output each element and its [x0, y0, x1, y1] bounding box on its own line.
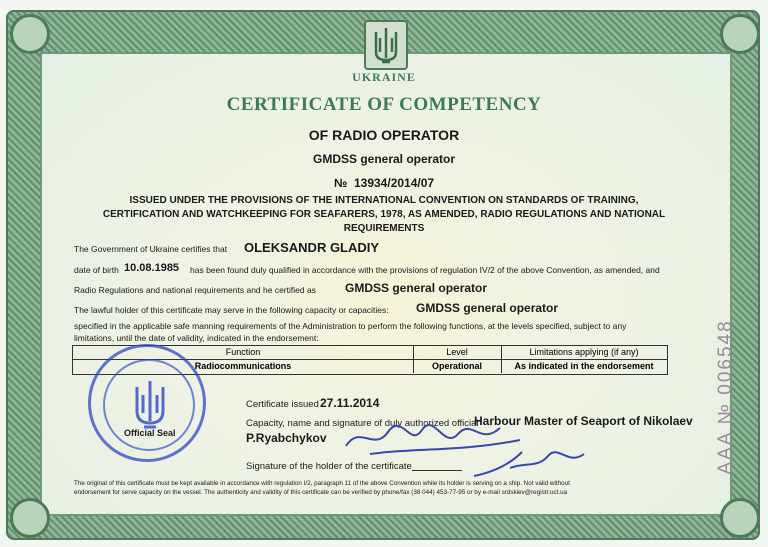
column-header-function: Function	[225, 347, 261, 357]
seal-trident-icon	[127, 377, 173, 433]
holder-signature	[470, 446, 590, 482]
issued-label: Certificate issued	[246, 399, 319, 410]
regulations-text: Radio Regulations and national requirements and he certified as	[74, 285, 316, 295]
official-label: Capacity, name and signature of duly authorized official	[246, 418, 479, 429]
corner-ornament	[720, 498, 760, 538]
trident-emblem-icon	[364, 20, 408, 70]
table-cell-level: Operational	[431, 361, 482, 371]
capacity-label: The lawful holder of this certificate may serve in the following capacity or capacities:	[74, 305, 389, 315]
number-prefix: №	[333, 176, 348, 190]
serial-number-text: AAA № 006548	[715, 319, 736, 475]
certified-as-value: GMDSS general operator	[345, 281, 488, 295]
footer-note-2: endorsement for serve capacity on the vessel. The authenticity and validity of this certificate can be verified by phone/fax (38 044) 453-77-95 or by e-mail srdskiev@registr.uct.ua	[74, 489, 568, 496]
issued-under-line-1: ISSUED UNDER THE PROVISIONS OF THE INTERNATIONAL CONVENTION ON STANDARDS OF TRAINING,	[129, 195, 639, 206]
country-heading: UKRAINE	[352, 70, 416, 84]
serial-number	[712, 300, 738, 500]
footer-note-1: The original of this certificate must be kept available in accordance with regulation I/2, paragraph 11 of the above Convention while its holder is serving on a ship. Not valid without	[74, 480, 570, 487]
table-cell-function: Radiocommunications	[194, 361, 292, 371]
official-seal-label: Official Seal	[124, 428, 176, 438]
qualified-text: has been found duly qualified in accordance with the provisions of regulation IV/2 of the above Convention, as amended, and	[190, 265, 660, 275]
table-column-divider	[501, 346, 502, 373]
signature-line	[412, 470, 462, 471]
certificate-number: 13934/2014/07	[353, 176, 435, 190]
official-name: P.Ryabchykov	[246, 431, 327, 445]
official-seal-stamp	[88, 344, 206, 462]
capacity-value: GMDSS general operator	[416, 301, 559, 315]
certifies-label: The Government of Ukraine certifies that	[74, 244, 228, 254]
column-header-limitations: Limitations applying (if any)	[529, 347, 639, 357]
table-column-divider	[413, 346, 414, 373]
certificate-category: GMDSS general operator	[312, 152, 456, 166]
corner-ornament	[10, 498, 50, 538]
specified-text-1: specified in the applicable safe manning requirements of the Administration to perform the following functions, at the levels specified, subject to any	[74, 321, 627, 331]
certificate-subtitle: OF RADIO OPERATOR	[308, 127, 460, 143]
corner-ornament	[10, 14, 50, 54]
issued-under-line-2: CERTIFICATION AND WATCHKEEPING FOR SEAFARERS, 1978, AS AMENDED, RADIO REGULATIONS AND NATIONAL	[102, 209, 666, 220]
certificate-number-line	[0, 176, 768, 190]
issued-under-line-3: REQUIREMENTS	[343, 223, 425, 234]
holder-signature-label: Signature of the holder of the certificate	[246, 461, 412, 472]
corner-ornament	[720, 14, 760, 54]
certificate-title: CERTIFICATE OF COMPETENCY	[226, 94, 542, 115]
issued-date: 27.11.2014	[320, 396, 380, 410]
dob-label: date of birth	[74, 265, 119, 275]
column-header-level: Level	[446, 347, 468, 357]
official-title: Harbour Master of Seaport of Nikolaev	[474, 414, 693, 428]
date-of-birth: 10.08.1985	[124, 262, 180, 274]
specified-text-2: limitations, until the date of validity, indicated in the endorsement:	[74, 333, 319, 343]
holder-name: OLEKSANDR GLADIY	[244, 240, 380, 255]
table-cell-limitations: As indicated in the endorsement	[514, 361, 654, 371]
